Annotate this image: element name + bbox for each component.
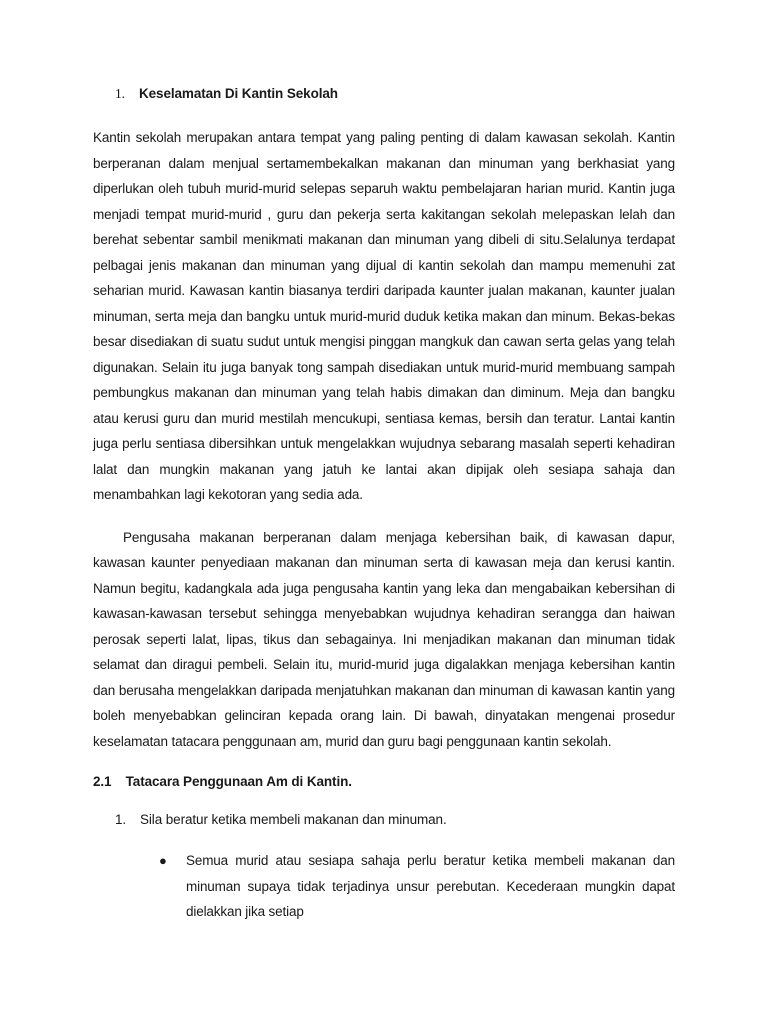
bullet-text: Semua murid atau sesiapa sahaja perlu beratur ketika membeli makanan dan minuman supaya tidak terjadinya unsur perebutan. Kecederaan mungkin dapat dielakkan jika setiap <box>186 853 675 919</box>
bullet-icon: ● <box>159 853 167 868</box>
document-content <box>93 86 675 925</box>
section-number: 2.1 <box>93 774 112 789</box>
section-heading <box>93 772 675 792</box>
list-item-text: Sila beratur ketika membeli makanan dan minuman. <box>140 812 447 827</box>
section-title: Tatacara Penggunaan Am di Kantin. <box>125 774 352 789</box>
list-item-number: 1. <box>115 812 127 827</box>
numbered-list-item <box>115 810 675 830</box>
heading-title: Keselamatan Di Kantin Sekolah <box>139 86 338 101</box>
paragraph-food-operators: Pengusaha makanan berperanan dalam menjaga kebersihan baik, di kawasan dapur, kawasan kaunter penyediaan makanan dan minuman serta di kawasan meja dan kerusi kantin. Namun begitu, kadangkala ada juga pengusaha kantin yang leka dan mengabaikan kebersihan di kawasan-kawasan tersebut sehingga menyebabkan wujudnya kehadiran serangga dan haiwan perosak seperti lalat, lipas, tikus dan sebagainya. Ini menjadikan makanan dan minuman tidak selamat dan diragui pembeli. Selain itu, murid-murid juga digalakkan menjaga kebersihan kantin dan berusaha mengelakkan daripada menjatuhkan makanan dan minuman di kawasan kantin yang boleh menyebabkan gelinciran kepada orang lain. Di bawah, dinyatakan mengenai prosedur keselamatan tatacara penggunaan am, murid dan guru bagi penggunaan kantin sekolah. <box>93 529 675 749</box>
heading-number: 1. <box>115 86 125 101</box>
main-heading <box>115 86 675 106</box>
bullet-list-item <box>159 848 675 925</box>
paragraph-canteen-intro: Kantin sekolah merupakan antara tempat yang paling penting di dalam kawasan sekolah. Kantin berperanan dalam menjual sertamembekalkan makanan dan minuman yang berkhasiat yang diperlukan oleh tubuh murid-murid selepas separuh waktu pembelajaran harian murid. Kantin juga menjadi tempat murid-murid , guru dan pekerja serta kakitangan sekolah melepaskan lelah dan berehat sebentar sambil menikmati makanan dan minuman yang dibeli di situ.Selalunya terdapat pelbagai jenis makanan dan minuman yang dijual di kantin sekolah dan mampu memenuhi zat seharian murid. Kawasan kantin biasanya terdiri daripada kaunter jualan makanan, kaunter jualan minuman, serta meja dan bangku untuk murid-murid duduk ketika makan dan minum. Bekas-bekas besar disediakan di suatu sudut untuk mengisi pinggan mangkuk dan cawan serta gelas yang telah digunakan. Selain itu juga banyak tong sampah disediakan untuk murid-murid membuang sampah pembungkus makanan dan minuman yang telah habis dimakan dan diminum. Meja dan bangku atau kerusi guru dan murid mestilah mencukupi, sentiasa kemas, bersih dan teratur. Lantai kantin juga perlu sentiasa dibersihkan untuk mengelakkan wujudnya sebarang masalah seperti kehadiran lalat dan mungkin makanan yang jatuh ke lantai akan dipijak oleh sesiapa sahaja dan menambahkan lagi kekotoran yang sedia ada. <box>93 130 675 502</box>
